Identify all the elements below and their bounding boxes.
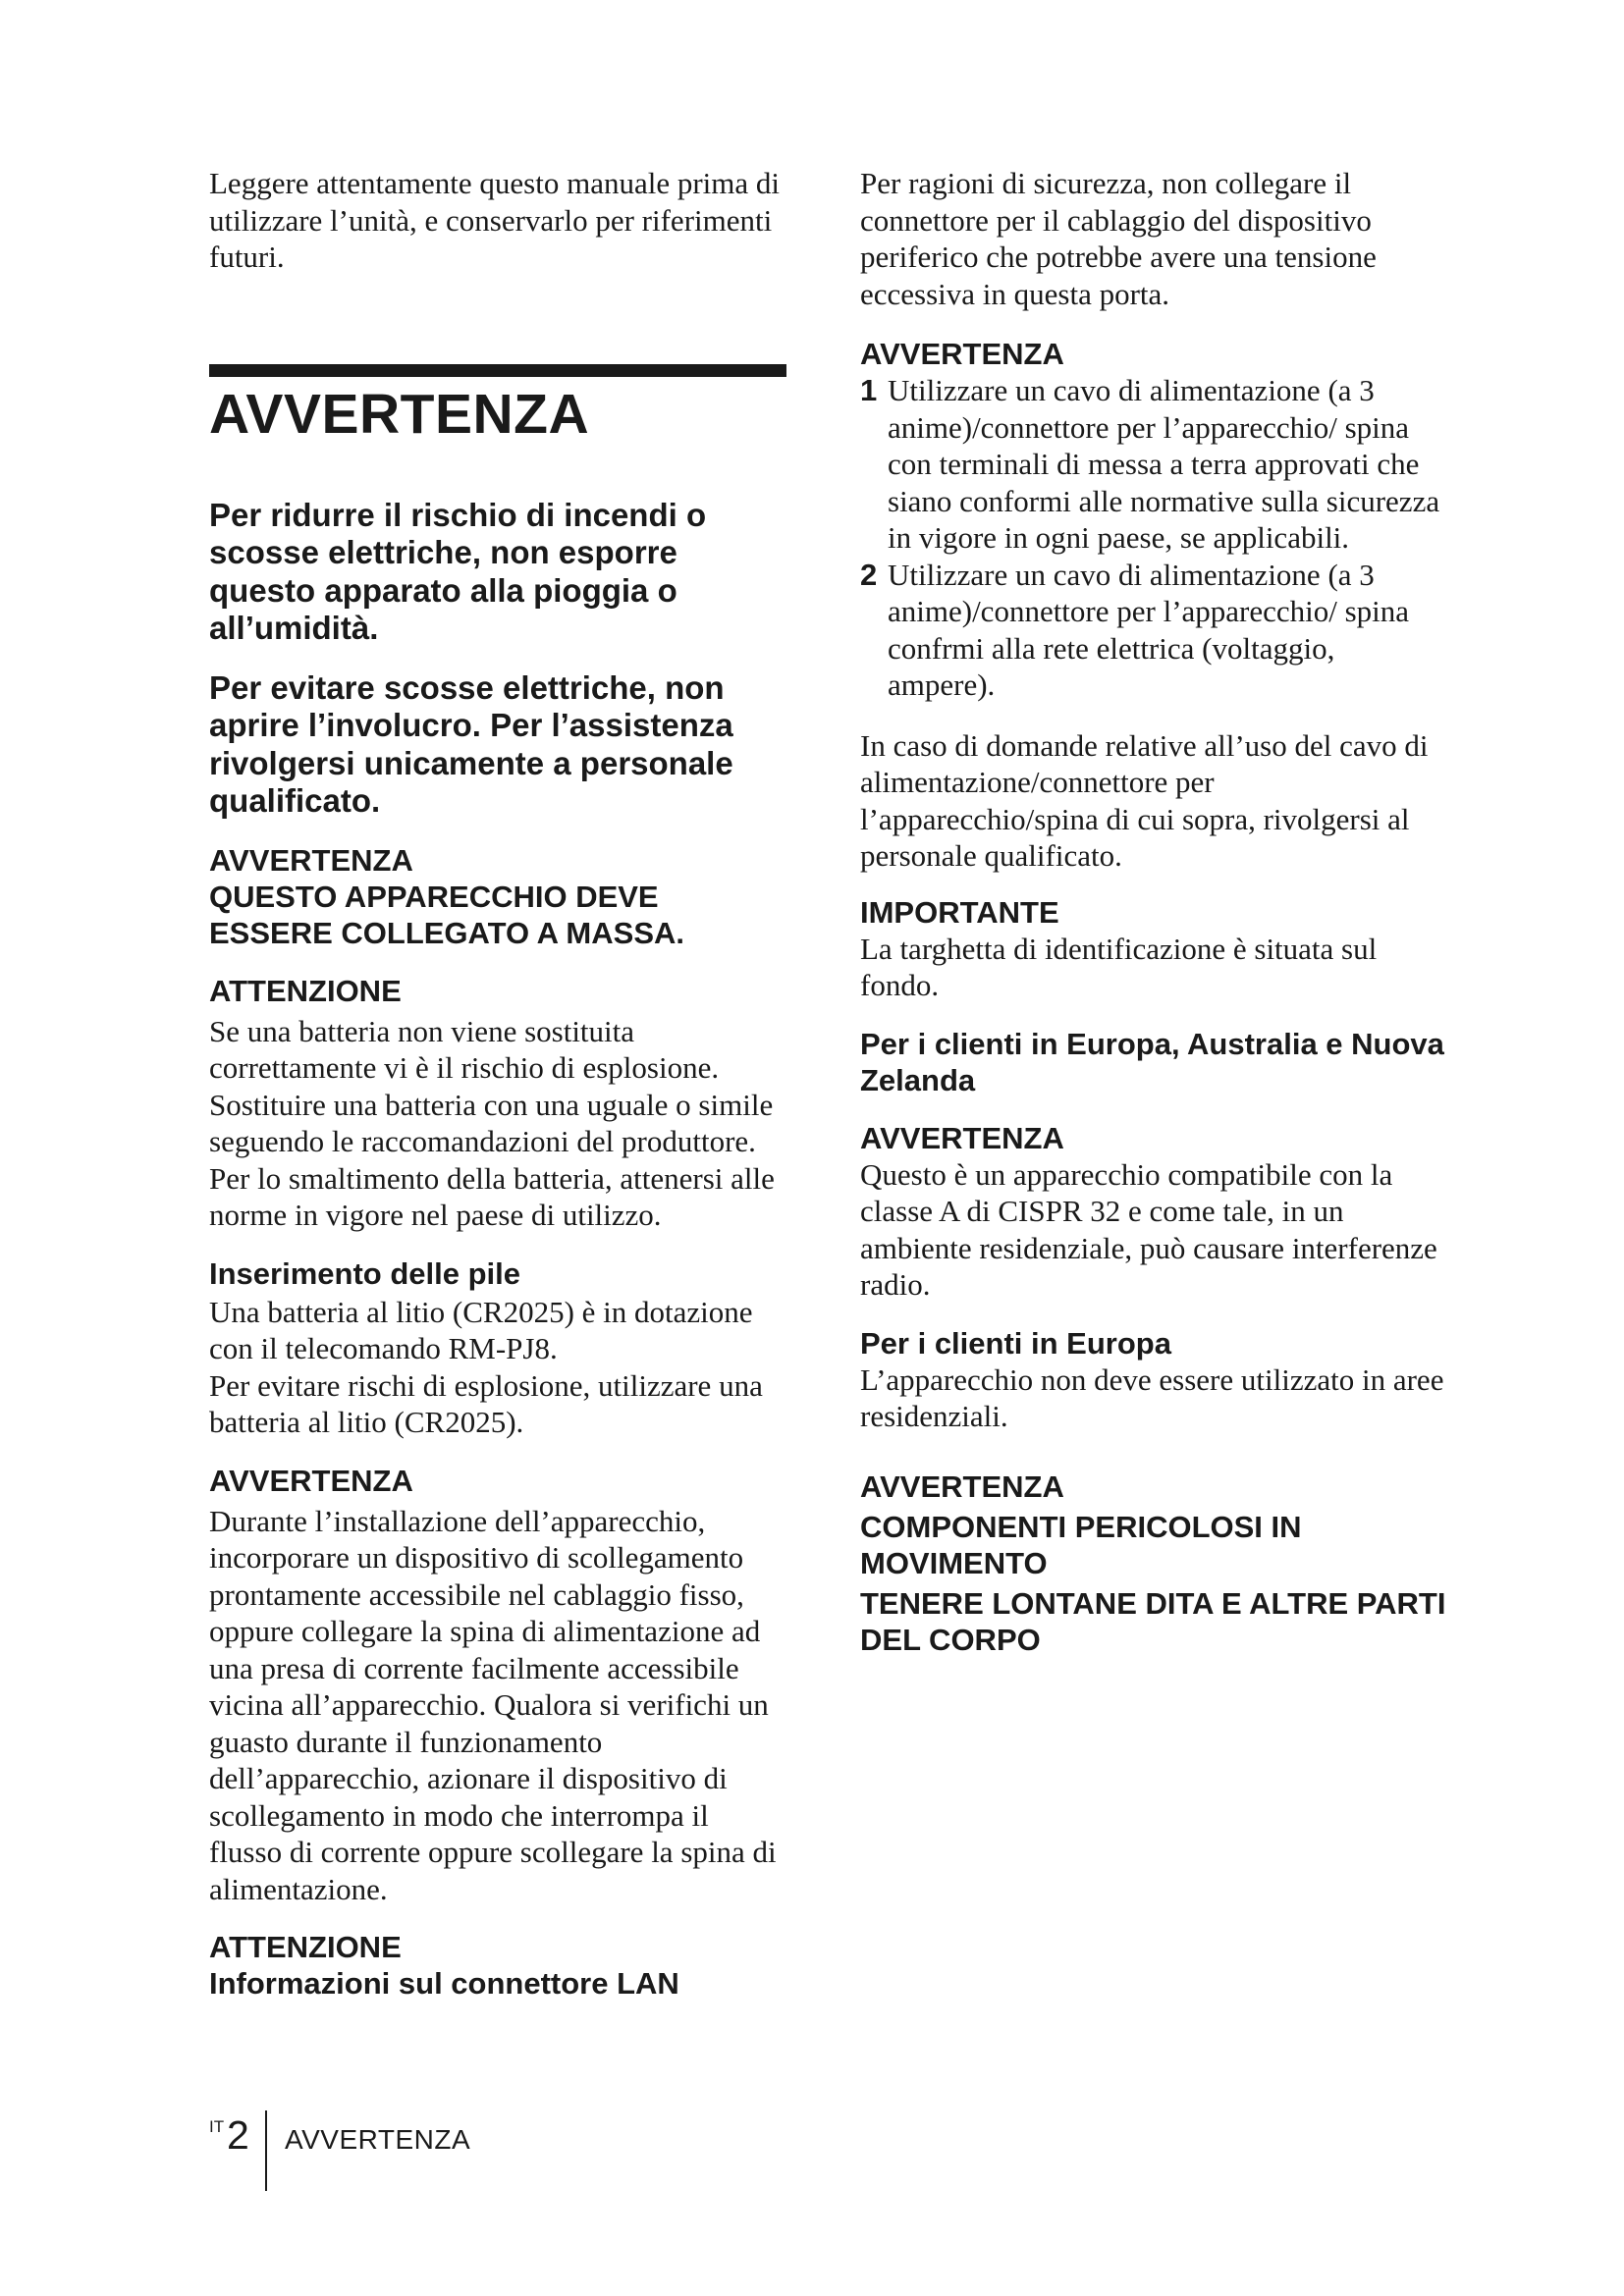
right-column [860, 165, 1449, 1658]
list-item-text: Utilizzare un cavo di alimentazione (a 3 anime)/connettore per l’apparecchio/ spina confrmi alla rete elettrica (voltaggio, ampere). [888, 557, 1410, 702]
power-cord-note: In caso di domande relative all’uso del cavo di alimentazione/connettore per l’apparecchio/spina di cui sopra, rivolgersi al personale qualificato. [860, 727, 1429, 873]
lan-safety-text: Per ragioni di sicurezza, non collegare il connettore per il cablaggio del dispositivo periferico che potrebbe avere una tensione eccessiva in questa porta. [860, 166, 1377, 311]
important-heading: IMPORTANTE [860, 894, 1059, 930]
eu-text: L’apparecchio non deve essere utilizzato in aree residenziali. [860, 1362, 1444, 1433]
footer-divider [265, 2110, 267, 2191]
moving-parts-text-2: TENERE LONTANE DITA E ALTRE PARTI DEL CORPO [860, 1585, 1446, 1657]
important-text: La targhetta di identificazione è situata sul fondo. [860, 931, 1378, 1002]
battery-caution-heading: ATTENZIONE [209, 973, 402, 1008]
pile-heading: Inserimento delle pile [209, 1255, 520, 1291]
list-item-number: 2 [860, 557, 878, 592]
eu-heading: Per i clienti in Europa [860, 1325, 1171, 1361]
cispr-warning-text: Questo è un apparecchio compatibile con la classe A di CISPR 32 e come tale, in un ambiente residenziale, può causare interferenze radio. [860, 1156, 1437, 1302]
power-cord-warning-heading: AVVERTENZA [860, 337, 1064, 371]
pile-text-2: Per evitare rischi di esplosione, utilizzare una batteria al litio (CR2025). [209, 1367, 763, 1439]
installation-warning-heading: AVVERTENZA [209, 1463, 413, 1498]
moving-parts-warning-heading: AVVERTENZA [860, 1468, 1064, 1504]
pile-text-1: Una batteria al litio (CR2025) è in dotazione con il telecomando RM-PJ8. [209, 1294, 753, 1365]
list-item [860, 372, 1449, 557]
list-item-text: Utilizzare un cavo di alimentazione (a 3 anime)/connettore per l’apparecchio/ spina con terminali di messa a terra approvati che siano conformi alle normative sulla sicurezza in vigore in ogni paese, se applicabili. [888, 373, 1440, 555]
battery-caution-text: Se una batteria non viene sostituita correttamente vi è il rischio di esplosione. Sostituire una batteria con una uguale o simile seguendo le raccomandazioni del produttore. Per lo smaltimento della batteria, attenersi alle norme in vigore nel paese di utilizzo. [209, 1013, 775, 1232]
lan-caution-heading: ATTENZIONE [209, 1930, 402, 1964]
power-cord-list [860, 372, 1449, 704]
intro-paragraph: Leggere attentamente questo manuale prima di utilizzare l’unità, e conservarlo per riferimenti futuri. [209, 166, 781, 274]
ground-warning-label: AVVERTENZA [209, 842, 413, 878]
installation-warning-text: Durante l’installazione dell’apparecchio, incorporare un dispositivo di scollegamento prontamente accessibile nel cablaggio fisso, oppure collegare la spina di alimentazione ad una presa di corrente facilmente accessibile vicina all’apparecchio. Qualora si verifichi un guasto durante il funzionamento dell’apparecchio, azionare il dispositivo di scollegamento in modo che interrompa il flusso di corrente oppure scollegare la spina di alimentazione. [209, 1503, 777, 1906]
list-item-number: 1 [860, 373, 878, 407]
page-title: AVVERTENZA [209, 382, 590, 446]
ground-warning-text: QUESTO APPARECCHIO DEVE ESSERE COLLEGATO A MASSA. [209, 879, 684, 950]
language-code: IT [209, 2117, 225, 2136]
page-number: 2 [227, 2112, 249, 2158]
moving-parts-text-1: COMPONENTI PERICOLOSI IN MOVIMENTO [860, 1509, 1302, 1580]
cispr-warning-heading: AVVERTENZA [860, 1120, 1064, 1155]
lan-caution-subheading: Informazioni sul connettore LAN [209, 1966, 679, 2001]
fire-shock-warning: Per ridurre il rischio di incendi o scosse elettriche, non esporre questo apparato alla pioggia o all’umidità. [209, 496, 707, 646]
left-column [209, 165, 788, 2002]
list-item [860, 557, 1449, 704]
eu-au-nz-heading: Per i clienti in Europa, Australia e Nuova Zelanda [860, 1026, 1444, 1097]
title-rule [209, 364, 786, 377]
footer-section-title: AVVERTENZA [285, 2124, 471, 2155]
enclosure-warning: Per evitare scosse elettriche, non aprire l’involucro. Per l’assistenza rivolgersi unicamente a personale qualificato. [209, 668, 733, 819]
